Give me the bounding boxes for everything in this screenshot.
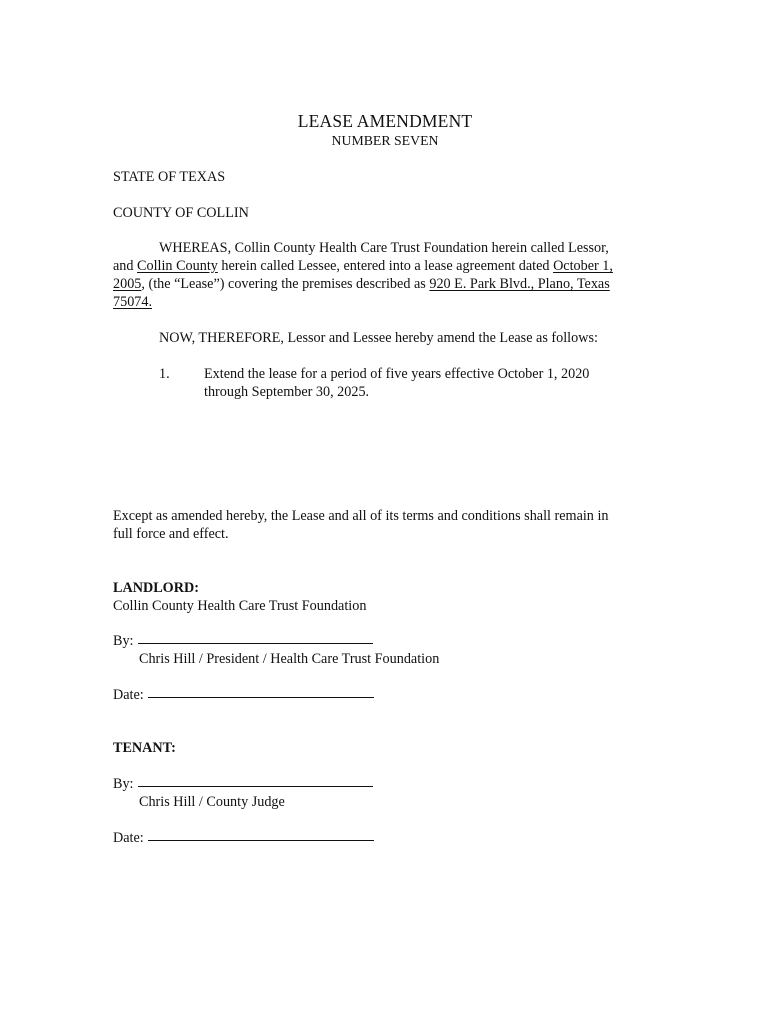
whereas-line-4 bbox=[113, 293, 152, 311]
lease-date: October 1, bbox=[553, 258, 613, 274]
tenant-signature-line[interactable] bbox=[138, 785, 373, 787]
state-line: STATE OF TEXAS bbox=[113, 169, 226, 185]
item-number: 1. bbox=[159, 366, 170, 382]
item-text-line-1: Extend the lease for a period of five years effective October 1, 2020 bbox=[204, 366, 590, 382]
whereas-line-3 bbox=[113, 275, 610, 293]
landlord-heading: LANDLORD: bbox=[113, 580, 199, 596]
landlord-by-label: By: bbox=[113, 633, 134, 649]
county-line: COUNTY OF COLLIN bbox=[113, 205, 249, 221]
landlord-date-row bbox=[113, 686, 374, 704]
whereas-line-2 bbox=[113, 257, 613, 275]
landlord-name: Collin County Health Care Trust Foundation bbox=[113, 598, 367, 614]
tenant-heading: TENANT: bbox=[113, 740, 176, 756]
whereas-text: and bbox=[113, 258, 138, 274]
lease-date-year: 2005 bbox=[113, 276, 142, 292]
whereas-line-1: WHEREAS, Collin County Health Care Trust Foundation herein called Lessor, bbox=[159, 240, 609, 256]
landlord-by-row bbox=[113, 632, 373, 650]
document-subtitle: NUMBER SEVEN bbox=[331, 133, 439, 148]
premises-zip: 75074. bbox=[113, 294, 153, 310]
lessee-name: Collin County bbox=[137, 258, 218, 274]
tenant-date-line[interactable] bbox=[148, 839, 374, 841]
whereas-text: , (the “Lease”) covering the premises described as bbox=[141, 276, 430, 292]
landlord-signer: Chris Hill / President / Health Care Trust Foundation bbox=[139, 651, 440, 667]
landlord-signature-line[interactable] bbox=[138, 642, 373, 644]
tenant-date-label: Date: bbox=[113, 830, 144, 846]
tenant-by-row bbox=[113, 775, 373, 793]
except-line-2: full force and effect. bbox=[113, 526, 229, 542]
document-title: LEASE AMENDMENT bbox=[297, 111, 473, 131]
landlord-date-line[interactable] bbox=[148, 696, 374, 698]
except-line-1: Except as amended hereby, the Lease and all of its terms and conditions shall remain in bbox=[113, 508, 609, 524]
therefore-line: NOW, THEREFORE, Lessor and Lessee hereby amend the Lease as follows: bbox=[159, 330, 598, 346]
whereas-text: herein called Lessee, entered into a lease agreement dated bbox=[217, 258, 554, 274]
tenant-date-row bbox=[113, 829, 374, 847]
item-text-line-2: through September 30, 2025. bbox=[204, 384, 370, 400]
landlord-date-label: Date: bbox=[113, 687, 144, 703]
tenant-by-label: By: bbox=[113, 776, 134, 792]
premises-address: 920 E. Park Blvd., Plano, Texas bbox=[429, 276, 610, 292]
tenant-signer: Chris Hill / County Judge bbox=[139, 794, 285, 810]
